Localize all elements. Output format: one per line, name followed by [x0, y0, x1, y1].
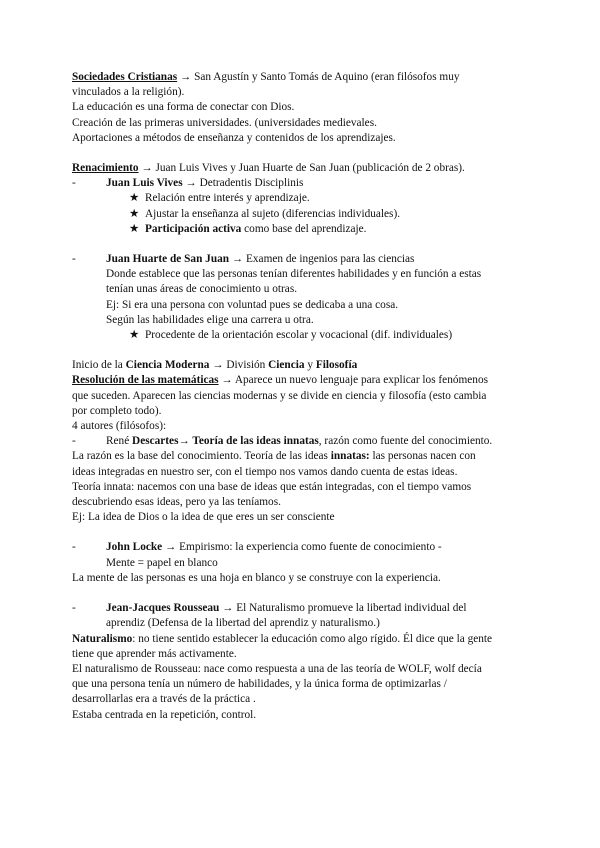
list-item-descartes: [72, 434, 532, 449]
text-line: Mente = papel en blanco: [106, 556, 218, 569]
text-line: vinculados a la religión).: [72, 86, 185, 99]
text-line: tiene que aprender más activamente.: [72, 647, 237, 660]
text: → División: [209, 359, 269, 372]
text: El Naturalismo promueve la libertad individual del: [236, 602, 467, 615]
dash-bullet: -: [72, 541, 76, 554]
text: , razón como fuente del conocimiento.: [318, 435, 493, 448]
text-line: La mente de las personas es una hoja en blanco y se construye con la experiencia.: [72, 571, 441, 584]
star-item: [72, 207, 532, 222]
text-line: Creación de las primeras universidades. (universidades medievales.: [72, 116, 377, 129]
text-line: tenían unas áreas de conocimiento u otras.: [106, 283, 298, 296]
text-line: desarrollarlas era a través de la práctica .: [72, 693, 256, 706]
star-item: [72, 222, 532, 237]
star-icon: ★: [129, 192, 140, 205]
section-title: Resolución de las matemáticas: [72, 374, 219, 387]
text-line: por completo todo).: [72, 404, 162, 417]
arrow: →: [162, 541, 180, 554]
text: las personas nacen con: [369, 450, 476, 463]
star-item: [72, 328, 532, 343]
dash-bullet: -: [72, 435, 76, 448]
work-title: Detradentis Disciplinis: [199, 177, 304, 190]
text-line: Ej: La idea de Dios o la idea de que eres un ser consciente: [72, 511, 335, 524]
text-line: Donde establece que las personas tenían diferentes habilidades y en función a estas: [106, 268, 482, 281]
section-renacimiento: [72, 161, 532, 176]
text-line: que suceden. Aparecen las ciencias modernas y se divide en ciencia y filosofía (esto cambia: [72, 389, 487, 402]
author-name: John Locke: [106, 541, 163, 554]
text-line: aprendiz (Defensa de la libertad del aprendiz y naturalismo.): [106, 617, 380, 630]
work-title: Examen de ingenios para las ciencias: [246, 253, 415, 266]
text-line: que una persona tenía un número de habilidades, y la única forma de optimizarlas /: [72, 678, 447, 691]
text-line: El naturalismo de Rousseau: nace como respuesta a una de las teoría de WOLF, wolf decía: [72, 662, 482, 675]
author-name: Descartes: [132, 435, 179, 448]
text-line: La educación es una forma de conectar con Dios.: [72, 101, 295, 114]
arrow: →: [138, 162, 156, 175]
dash-bullet: -: [72, 602, 76, 615]
list-item-vives: [72, 176, 532, 191]
text: : no tiene sentido establecer la educación como algo rígido. Él dice que la gente: [132, 632, 493, 645]
text: San Agustín y Santo Tomás de Aquino (eran filósofos muy: [194, 71, 460, 83]
bold-text: Ciencia Moderna: [125, 359, 210, 372]
star-item: [72, 191, 532, 206]
text-line: [72, 449, 532, 464]
text: Ajustar la enseñanza al sujeto (diferencias individuales).: [145, 207, 401, 220]
text-line: Estaba centrada en la repetición, control.: [72, 708, 257, 721]
text-line: 4 autores (filósofos):: [72, 420, 167, 433]
bold-text: Filosofía: [315, 359, 358, 372]
section-title: Sociedades Cristianas: [72, 71, 178, 83]
dash-bullet: -: [72, 253, 76, 266]
author-name: Jean-Jacques Rousseau: [106, 602, 220, 615]
text: René: [106, 435, 133, 448]
bold-text: Naturalismo: [72, 632, 133, 645]
text: como base del aprendizaje.: [241, 222, 367, 235]
text-line: Aportaciones a métodos de enseñanza y contenidos de los aprendizajes.: [72, 131, 396, 144]
section-sociedades-cristianas: [72, 70, 532, 85]
document-page: [72, 70, 532, 723]
list-item-huarte: [72, 252, 532, 267]
text: Juan Luis Vives y Juan Huarte de San Juan (publicación de 2 obras).: [155, 162, 465, 175]
text-line: ideas integradas en nuestro ser, con el tiempo nos vamos dando cuenta de estas ideas.: [72, 465, 458, 478]
list-item-rousseau: [72, 601, 532, 616]
text: Relación entre interés y aprendizaje.: [145, 192, 310, 205]
bold-text: Ciencia: [268, 359, 305, 372]
text-line: [72, 632, 532, 647]
list-item-locke: [72, 540, 532, 555]
star-icon: ★: [129, 222, 140, 235]
text: → Aparece un nuevo lenguaje para explicar los fenómenos: [218, 374, 488, 387]
bold-text: Teoría de las ideas innatas: [192, 435, 319, 448]
text-line: descubriendo esas ideas, pero ya las teníamos.: [72, 496, 281, 509]
bold-text: innatas:: [330, 450, 370, 463]
text: La razón es la base del conocimiento. Teoría de las ideas: [72, 450, 331, 463]
arrow: →: [178, 435, 193, 448]
arrow: →: [219, 602, 237, 615]
arrow: →: [182, 177, 200, 190]
text-line: Teoría innata: nacemos con una base de ideas que están integradas, con el tiempo vamos: [72, 480, 472, 493]
text: Inicio de la: [72, 359, 126, 372]
resolucion-line: [72, 373, 532, 388]
author-name: Juan Luis Vives: [106, 177, 183, 190]
arrow: →: [229, 253, 246, 266]
text-line: Según las habilidades elige una carrera u otra.: [106, 313, 314, 326]
arrow: →: [177, 71, 195, 83]
dash-bullet: -: [72, 177, 76, 190]
star-icon: ★: [129, 329, 140, 342]
text: y: [304, 359, 316, 372]
star-icon: ★: [129, 207, 140, 220]
section-title: Renacimiento: [72, 162, 139, 175]
text: Procedente de la orientación escolar y vocacional (dif. individuales): [145, 329, 453, 342]
bold-text: Participación activa: [145, 222, 242, 235]
text-line: Ej: Si era una persona con voluntad pues se dedicaba a una cosa.: [106, 298, 399, 311]
text: Empirismo: la experiencia como fuente de conocimiento -: [179, 541, 442, 554]
author-name: Juan Huarte de San Juan: [106, 253, 230, 266]
section-ciencia-moderna: [72, 358, 532, 373]
